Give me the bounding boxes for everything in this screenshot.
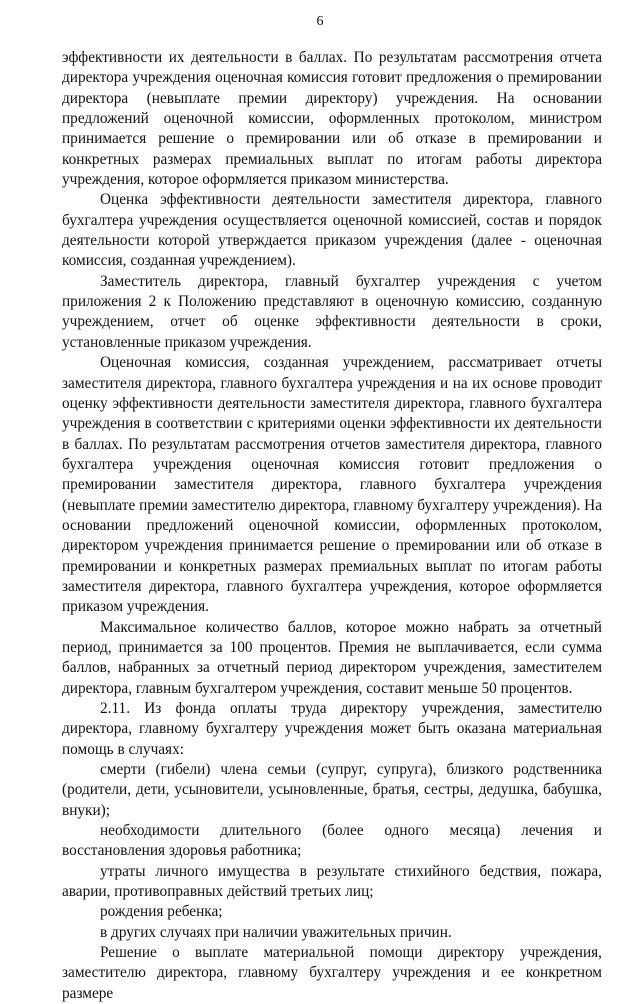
paragraph-continuation: эффективности их деятельности в баллах. По результатам рассмотрения отчета директора учреждения оценочная комиссия готовит предложения о премировании директора (невыплате премии директору) учреждения. На основании предложений оценочной комиссии, оформленных протоколом, министром принимается решение о премировании или об отказе в премировании и конкретных размерах премиальных выплат по итогам работы директора учреждения, которое оформляется приказом министерства. xyxy=(62,49,602,189)
page-number: 6 xyxy=(316,14,324,29)
paragraph-deputy-assessment: Оценка эффективности деятельности заместителя директора, главного бухгалтера учреждения осуществляется оценочной комиссией, состав и порядок деятельности которой утверждается приказом учреждения (далее - оценочная комиссия, созданная учреждением). xyxy=(62,191,602,270)
paragraph-aid-decision: Решение о выплате материальной помощи директору учреждения, заместителю директора, главному бухгалтеру учреждения и ее конкретном размере xyxy=(62,944,602,1002)
list-item-treatment: необходимости длительного (более одного месяца) лечения и восстановления здоровья работника; xyxy=(62,822,602,860)
paragraph-max-points: Максимальное количество баллов, которое можно набрать за отчетный период, принимается за 100 процентов. Премия не выплачивается, если сумма баллов, набранных за отчетный период директором учреждения, заместителем директора, главным бухгалтером учреждения, составит меньше 50 процентов. xyxy=(62,618,602,697)
paragraph-section-2-11: 2.11. Из фонда оплаты труда директору учреждения, заместителю директора, главному бухгалтеру учреждения может быть оказана материальная помощь в случаях: xyxy=(62,700,602,758)
paragraph-deputy-report: Заместитель директора, главный бухгалтер учреждения с учетом приложения 2 к Положению представляют в оценочную комиссию, созданную учреждением, отчет об оценке эффективности деятельности в сроки, установленные приказом учреждения. xyxy=(62,272,602,351)
list-item-property-loss: утраты личного имущества в результате стихийного бедствия, пожара, аварии, противоправных действий третьих лиц; xyxy=(62,862,602,901)
list-item-other-reasons: в других случаях при наличии уважительных причин. xyxy=(100,923,452,941)
list-item-death: смерти (гибели) члена семьи (супруг, супруга), близкого родственника (родители, дети, усыновители, усыновленные, братья, сестры, дедушка, бабушка, внуки); xyxy=(62,761,602,819)
list-item-childbirth: рождения ребенка; xyxy=(100,903,223,921)
document-body xyxy=(62,48,602,1004)
paragraph-commission-review: Оценочная комиссия, созданная учреждением, рассматривает отчеты заместителя директора, главного бухгалтера учреждения и на их основе проводит оценку эффективности деятельности заместителя директора, главного бухгалтера учреждения в соответствии с критериями оценки эффективности их деятельности в баллах. По результатам рассмотрения отчетов заместителя директора, главного бухгалтера учреждения оценочная комиссия готовит предложения о премировании заместителя директора, главного бухгалтера учреждения (невыплате премии заместителю директора, главному бухгалтеру учреждения). На основании предложений оценочной комиссии, оформленных протоколом, директором учреждения принимается решение о премировании или об отказе в премировании и конкретных размерах премиальных выплат по итогам работы заместителя директора, главного бухгалтера учреждения, которое оформляется приказом учреждения. xyxy=(62,354,602,616)
